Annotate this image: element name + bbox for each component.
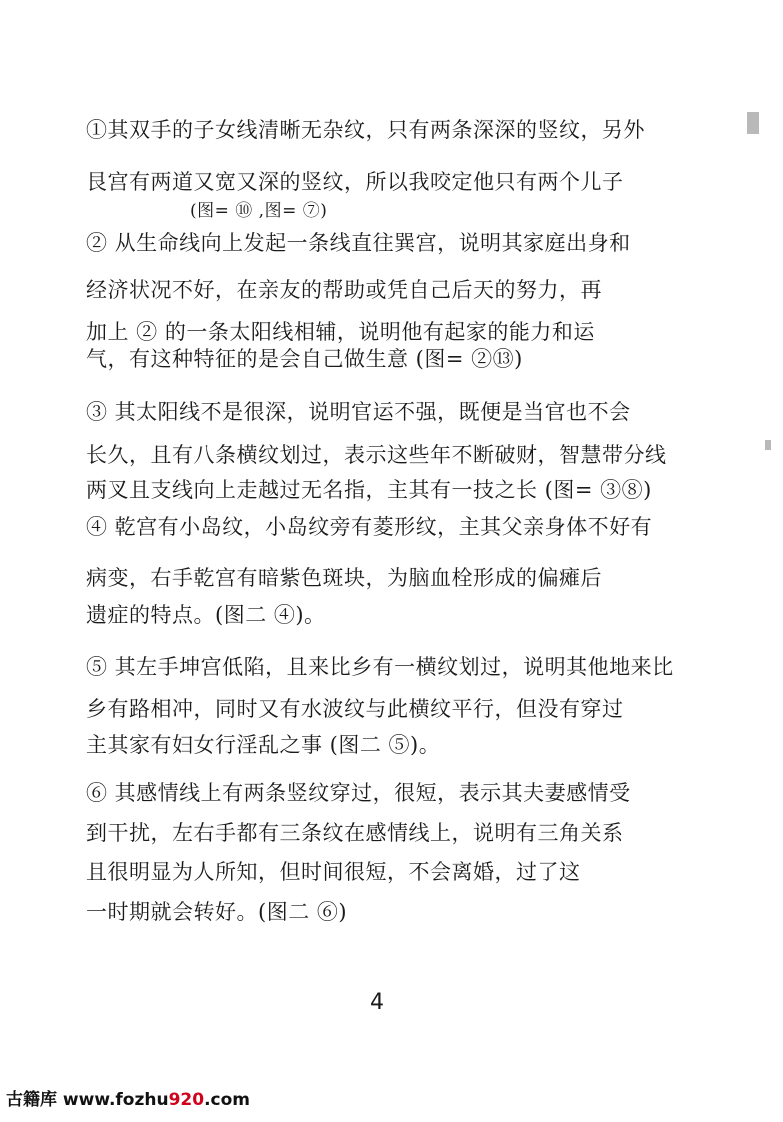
text-line: ①其双手的子女线清晰无杂纹，只有两条深深的竖纹，另外 — [86, 118, 645, 142]
page-number: 4 — [370, 990, 384, 1015]
text-line: 乡有路相冲，同时又有水波纹与此横纹平行，但没有穿过 — [86, 697, 624, 721]
text-line: 且很明显为人所知，但时间很短，不会离婚，过了这 — [86, 860, 581, 884]
text-line: 病变，右手乾宫有暗紫色斑块，为脑血栓形成的偏瘫后 — [86, 566, 602, 590]
text-line: 长久，且有八条横纹划过，表示这些年不断破财，智慧带分线 — [86, 443, 667, 467]
text-line: 主其家有妇女行淫乱之事 (图二 ⑤)。 — [86, 733, 441, 757]
text-line: 艮宫有两道又宽又深的竖纹，所以我咬定他只有两个儿子 — [86, 170, 624, 194]
text-line: (图= ⑩ ,图= ⑦) — [190, 201, 328, 221]
text-line: ③ 其太阳线不是很深，说明官运不强，既便是当官也不会 — [86, 400, 631, 424]
text-line: ② 从生命线向上发起一条线直往巽宫，说明其家庭出身和 — [86, 231, 631, 255]
text-line: 遗症的特点。(图二 ④)。 — [86, 603, 326, 627]
site-name: 古籍库 — [6, 1090, 57, 1110]
text-line: ⑤ 其左手坤宫低陷，且来比乡有一横纹划过，说明其他地来比 — [86, 655, 674, 679]
text-line: 经济状况不好，在亲友的帮助或凭自己后天的努力，再 — [86, 278, 602, 302]
scan-speck — [747, 112, 759, 134]
text-line: 两叉且支线向上走越过无名指，主其有一技之长 (图= ③⑧) — [86, 478, 652, 502]
text-line: 气，有这种特征的是会自己做生意 (图= ②⑬) — [86, 347, 523, 371]
text-line: ⑥ 其感情线上有两条竖纹穿过，很短，表示其夫妻感情受 — [86, 781, 631, 805]
text-line: ④ 乾宫有小岛纹，小岛纹旁有菱形纹，主其父亲身体不好有 — [86, 515, 653, 539]
text-line: 加上 ② 的一条太阳线相辅，说明他有起家的能力和运 — [86, 320, 595, 344]
site-url-suffix: .com — [204, 1090, 251, 1110]
site-url-digits: 920 — [168, 1090, 205, 1110]
scan-speck — [765, 440, 771, 450]
text-line: 到干扰，左右手都有三条纹在感情线上，说明有三角关系 — [86, 821, 624, 845]
site-url-prefix: www.fozhu — [62, 1090, 169, 1110]
site-watermark — [6, 1085, 250, 1110]
text-line: 一时期就会转好。(图二 ⑥) — [86, 900, 348, 924]
